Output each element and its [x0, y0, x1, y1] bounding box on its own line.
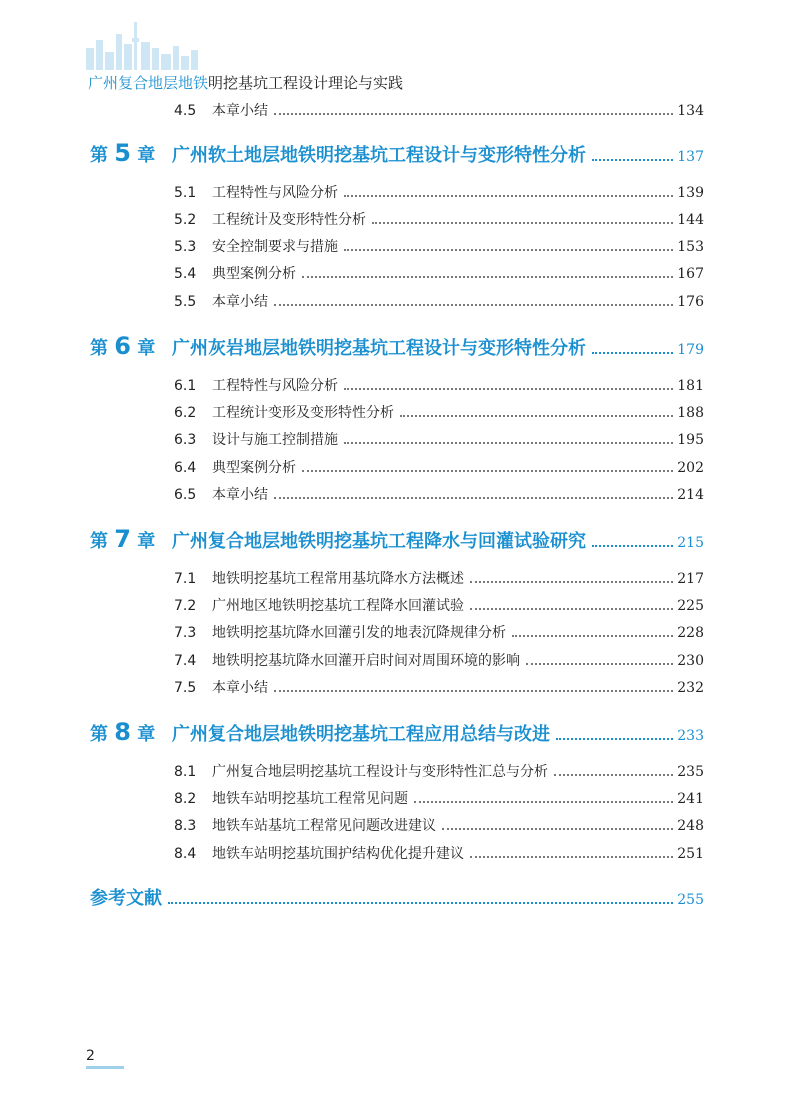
running-header [78, 14, 418, 92]
section-title: 广州复合地层明挖基坑工程设计与变形特性汇总与分析 [212, 764, 548, 780]
dot-leader [302, 276, 673, 278]
page-number: 167 [677, 266, 704, 282]
chapter-title: 广州复合地层地铁明挖基坑工程应用总结与改进 [172, 724, 550, 745]
dot-leader [470, 581, 673, 583]
section-title: 广州地区地铁明挖基坑工程降水回灌试验 [212, 598, 464, 614]
header-title-rest: 明挖基坑工程设计理论与实践 [208, 74, 404, 92]
toc-entry[interactable] [174, 595, 704, 615]
toc-entry[interactable] [174, 236, 704, 256]
toc-entry[interactable] [174, 761, 704, 781]
section-title: 典型案例分析 [212, 460, 296, 476]
section-number: 5.5 [174, 294, 197, 310]
page-number: 181 [677, 378, 704, 394]
references-title: 参考文献 [90, 888, 162, 909]
chapter-label: 第 7 章 [90, 525, 156, 553]
page-number: 217 [677, 571, 704, 587]
page-number: 241 [677, 791, 704, 807]
section-title: 工程特性与风险分析 [212, 378, 338, 394]
section-number: 6.5 [174, 487, 197, 503]
page-number: 251 [677, 846, 704, 862]
toc-entry[interactable] [174, 568, 704, 588]
page-number: 215 [677, 535, 704, 551]
page-number: 176 [677, 294, 704, 310]
section-title: 地铁车站明挖基坑围护结构优化提升建议 [212, 846, 464, 862]
toc-entry[interactable] [174, 263, 704, 283]
section-title: 安全控制要求与措施 [212, 239, 338, 255]
toc-entry[interactable] [174, 457, 704, 477]
page-number: 202 [677, 460, 704, 476]
dot-leader [414, 801, 673, 803]
toc-entry[interactable] [174, 429, 704, 449]
section-number: 7.2 [174, 598, 197, 614]
chapter-label: 第 5 章 [90, 139, 156, 167]
toc-entry[interactable] [174, 843, 704, 863]
page-number: 188 [677, 405, 704, 421]
running-header-title [88, 72, 403, 93]
dot-leader [592, 352, 673, 354]
toc-chapter[interactable] [90, 718, 704, 746]
city-skyline-logo [84, 18, 204, 70]
section-number: 6.3 [174, 432, 197, 448]
dot-leader [372, 222, 673, 224]
dot-leader [442, 828, 673, 830]
chapter-title: 广州软土地层地铁明挖基坑工程设计与变形特性分析 [172, 145, 586, 166]
dot-leader [512, 635, 673, 637]
page-number: 144 [677, 212, 704, 228]
dot-leader [554, 774, 673, 776]
page-number: 225 [677, 598, 704, 614]
section-number: 8.4 [174, 846, 197, 862]
dot-leader [470, 608, 673, 610]
section-title: 典型案例分析 [212, 266, 296, 282]
section-number: 5.4 [174, 266, 197, 282]
page-number: 214 [677, 487, 704, 503]
section-number: 8.2 [174, 791, 197, 807]
page-number: 230 [677, 653, 704, 669]
section-title: 本章小结 [212, 294, 268, 310]
toc-entry[interactable] [174, 182, 704, 202]
page-number: 235 [677, 764, 704, 780]
toc-entry[interactable] [174, 815, 704, 835]
section-number: 7.3 [174, 625, 197, 641]
dot-leader [592, 159, 673, 161]
section-title: 地铁车站基坑工程常见问题改进建议 [212, 818, 436, 834]
section-title: 本章小结 [212, 103, 268, 119]
section-title: 地铁车站明挖基坑工程常见问题 [212, 791, 408, 807]
section-number: 7.1 [174, 571, 197, 587]
toc-entry[interactable] [174, 291, 704, 311]
toc-entry[interactable] [174, 788, 704, 808]
page-number: 195 [677, 432, 704, 448]
dot-leader [168, 902, 673, 904]
toc-chapter[interactable] [90, 525, 704, 553]
section-number: 6.4 [174, 460, 197, 476]
section-title: 地铁明挖基坑降水回灌引发的地表沉降规律分析 [212, 625, 506, 641]
toc-entry[interactable] [174, 677, 704, 697]
page-number: 137 [677, 149, 704, 165]
dot-leader [556, 738, 673, 740]
section-title: 地铁明挖基坑工程常用基坑降水方法概述 [212, 571, 464, 587]
section-number: 7.5 [174, 680, 197, 696]
toc-entry[interactable] [174, 375, 704, 395]
chapter-title: 广州灰岩地层地铁明挖基坑工程设计与变形特性分析 [172, 338, 586, 359]
section-title: 设计与施工控制措施 [212, 432, 338, 448]
dot-leader [592, 545, 673, 547]
toc-chapter[interactable] [90, 332, 704, 360]
page-number: 255 [677, 892, 704, 908]
dot-leader [400, 415, 673, 417]
page-number: 139 [677, 185, 704, 201]
dot-leader [344, 195, 673, 197]
toc-entry[interactable] [174, 209, 704, 229]
section-number: 5.1 [174, 185, 197, 201]
dot-leader [526, 663, 673, 665]
page-number: 232 [677, 680, 704, 696]
chapter-label: 第 6 章 [90, 332, 156, 360]
toc-entry[interactable] [174, 650, 704, 670]
section-title: 工程统计变形及变形特性分析 [212, 405, 394, 421]
section-number: 6.1 [174, 378, 197, 394]
section-number: 8.3 [174, 818, 197, 834]
toc-references[interactable] [90, 884, 704, 910]
section-title: 本章小结 [212, 680, 268, 696]
toc-entry[interactable] [174, 402, 704, 422]
section-title: 工程特性与风险分析 [212, 185, 338, 201]
dot-leader [302, 470, 673, 472]
section-title: 本章小结 [212, 487, 268, 503]
header-title-accent: 广州复合地层地铁 [88, 74, 209, 92]
page-number: 228 [677, 625, 704, 641]
page-number: 248 [677, 818, 704, 834]
folio-page-number: 2 [86, 1048, 95, 1064]
section-title: 工程统计及变形特性分析 [212, 212, 366, 228]
page-number: 134 [677, 103, 704, 119]
toc-entry[interactable] [174, 484, 704, 504]
section-number: 5.3 [174, 239, 197, 255]
toc-chapter[interactable] [90, 139, 704, 167]
toc-entry[interactable] [174, 100, 704, 120]
page-number: 179 [677, 342, 704, 358]
chapter-label: 第 8 章 [90, 718, 156, 746]
dot-leader [274, 304, 673, 306]
page-number: 153 [677, 239, 704, 255]
dot-leader [274, 690, 673, 692]
section-number: 6.2 [174, 405, 197, 421]
dot-leader [470, 856, 673, 858]
dot-leader [344, 442, 673, 444]
dot-leader [274, 113, 673, 115]
section-number: 7.4 [174, 653, 197, 669]
toc-entry[interactable] [174, 622, 704, 642]
dot-leader [344, 388, 673, 390]
section-title: 地铁明挖基坑降水回灌开启时间对周围环境的影响 [212, 653, 520, 669]
section-number: 8.1 [174, 764, 197, 780]
section-number: 5.2 [174, 212, 197, 228]
folio-underline [86, 1066, 124, 1069]
dot-leader [344, 249, 673, 251]
dot-leader [274, 497, 673, 499]
chapter-title: 广州复合地层地铁明挖基坑工程降水与回灌试验研究 [172, 531, 586, 552]
page-number: 233 [677, 728, 704, 744]
section-number: 4.5 [174, 103, 197, 119]
